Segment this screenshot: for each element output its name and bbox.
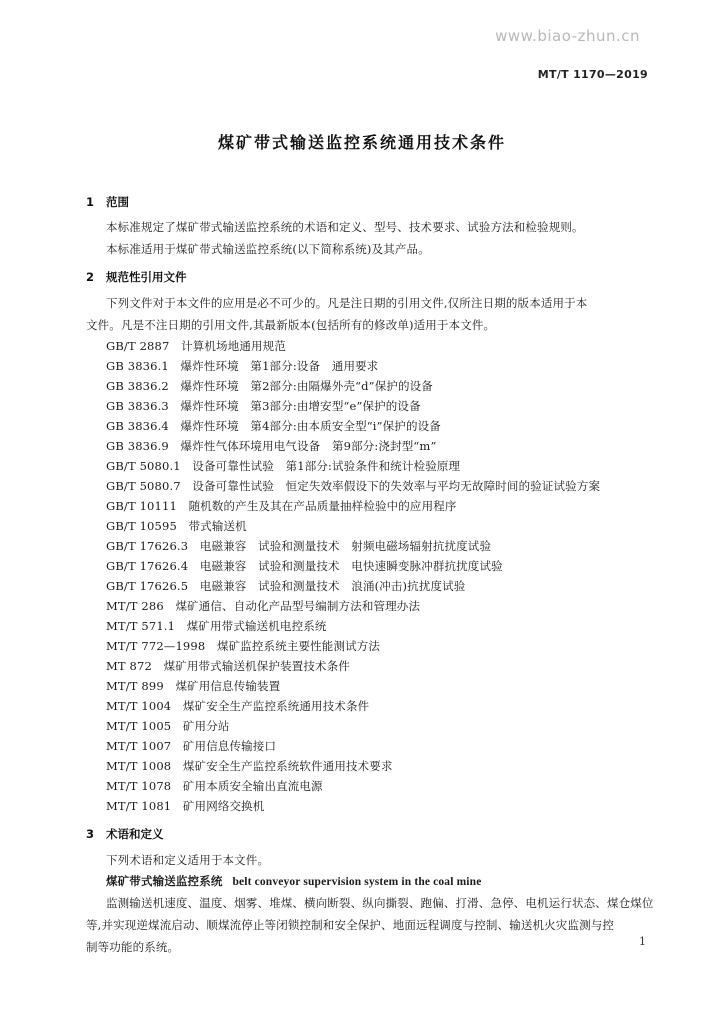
section-2-heading [86, 269, 187, 285]
reference-item: MT 872 煤矿用带式输送机保护装置技术条件 [106, 659, 350, 673]
reference-item: GB/T 5080.7 设备可靠性试验 恒定失效率假设下的失效率与平均无故障时间的验证试验方案 [106, 479, 601, 493]
page-number: 1 [639, 935, 646, 948]
paragraph: 监测输送机速度、温度、烟雾、堆煤、横向断裂、纵向撕裂、跑偏、打滑、急停、电机运行状态、煤仓煤位 [106, 896, 654, 910]
section-number: 3 [86, 827, 95, 841]
section-number: 1 [86, 195, 95, 209]
section-title: 范围 [106, 195, 129, 209]
reference-item: MT/T 1078 矿用本质安全输出直流电源 [106, 779, 323, 793]
term-entry [106, 873, 481, 889]
paragraph: 文件。凡是不注日期的引用文件,其最新版本(包括所有的修改单)适用于本文件。 [86, 318, 496, 332]
paragraph: 下列术语和定义适用于本文件。 [106, 853, 270, 867]
paragraph: 下列文件对于本文件的应用是必不可少的。凡是注日期的引用文件,仅所注日期的版本适用于本 [106, 296, 588, 310]
reference-item: GB/T 17626.4 电磁兼容 试验和测量技术 电快速瞬变脉冲群抗扰度试验 [106, 559, 503, 573]
paragraph: 本标准适用于煤矿带式输送监控系统(以下简称系统)及其产品。 [106, 242, 430, 256]
section-3-heading [86, 826, 164, 842]
section-title: 规范性引用文件 [106, 270, 187, 284]
reference-item: GB/T 5080.1 设备可靠性试验 第1部分:试验条件和统计检验原理 [106, 459, 461, 473]
reference-item: GB/T 17626.3 电磁兼容 试验和测量技术 射频电磁场辐射抗扰度试验 [106, 539, 492, 553]
reference-item: GB/T 17626.5 电磁兼容 试验和测量技术 浪涌(冲击)抗扰度试验 [106, 579, 466, 593]
reference-item: MT/T 899 煤矿用信息传输装置 [106, 679, 281, 693]
reference-item: MT/T 286 煤矿通信、自动化产品型号编制方法和管理办法 [106, 599, 421, 613]
reference-item: MT/T 1005 矿用分站 [106, 719, 230, 733]
term-english: belt conveyor supervision system in the coal mine [232, 876, 482, 888]
reference-item: GB 3836.9 爆炸性气体环境用电气设备 第9部分:浇封型“m” [106, 439, 437, 453]
reference-item: GB 3836.1 爆炸性环境 第1部分:设备 通用要求 [106, 359, 379, 373]
paragraph: 本标准规定了煤矿带式输送监控系统的术语和定义、型号、技术要求、试验方法和检验规则。 [106, 220, 584, 234]
document-title: 煤矿带式输送监控系统通用技术条件 [217, 133, 506, 152]
reference-item: MT/T 1008 煤矿安全生产监控系统软件通用技术要求 [106, 759, 393, 773]
watermark: www.biao-zhun.cn [495, 27, 640, 45]
section-title: 术语和定义 [106, 827, 164, 841]
reference-item: MT/T 772—1998 煤矿监控系统主要性能测试方法 [106, 639, 381, 653]
reference-item: GB/T 10111 随机数的产生及其在产品质量抽样检验中的应用程序 [106, 499, 457, 513]
reference-item: GB 3836.3 爆炸性环境 第3部分:由增安型“e”保护的设备 [106, 399, 421, 413]
reference-item: GB 3836.4 爆炸性环境 第4部分:由本质安全型“i”保护的设备 [106, 419, 441, 433]
section-1-heading [86, 194, 129, 210]
reference-item: MT/T 1081 矿用网络交换机 [106, 799, 265, 813]
paragraph: 等,并实现逆煤流启动、顺煤流停止等闭锁控制和安全保护、地面远程调度与控制、输送机火灾监测与控 [86, 918, 615, 932]
reference-item: MT/T 1004 煤矿安全生产监控系统通用技术条件 [106, 699, 370, 713]
reference-item: MT/T 1007 矿用信息传输接口 [106, 739, 277, 753]
reference-item: GB 3836.2 爆炸性环境 第2部分:由隔爆外壳“d”保护的设备 [106, 379, 433, 393]
reference-item: GB/T 2887 计算机场地通用规范 [106, 339, 286, 353]
reference-item: MT/T 571.1 煤矿用带式输送机电控系统 [106, 619, 327, 633]
section-number: 2 [86, 270, 95, 284]
reference-item: GB/T 10595 带式输送机 [106, 519, 247, 533]
standard-code: MT/T 1170—2019 [537, 68, 648, 81]
term-chinese: 煤矿带式输送监控系统 [106, 874, 223, 888]
paragraph: 制等功能的系统。 [86, 940, 180, 954]
